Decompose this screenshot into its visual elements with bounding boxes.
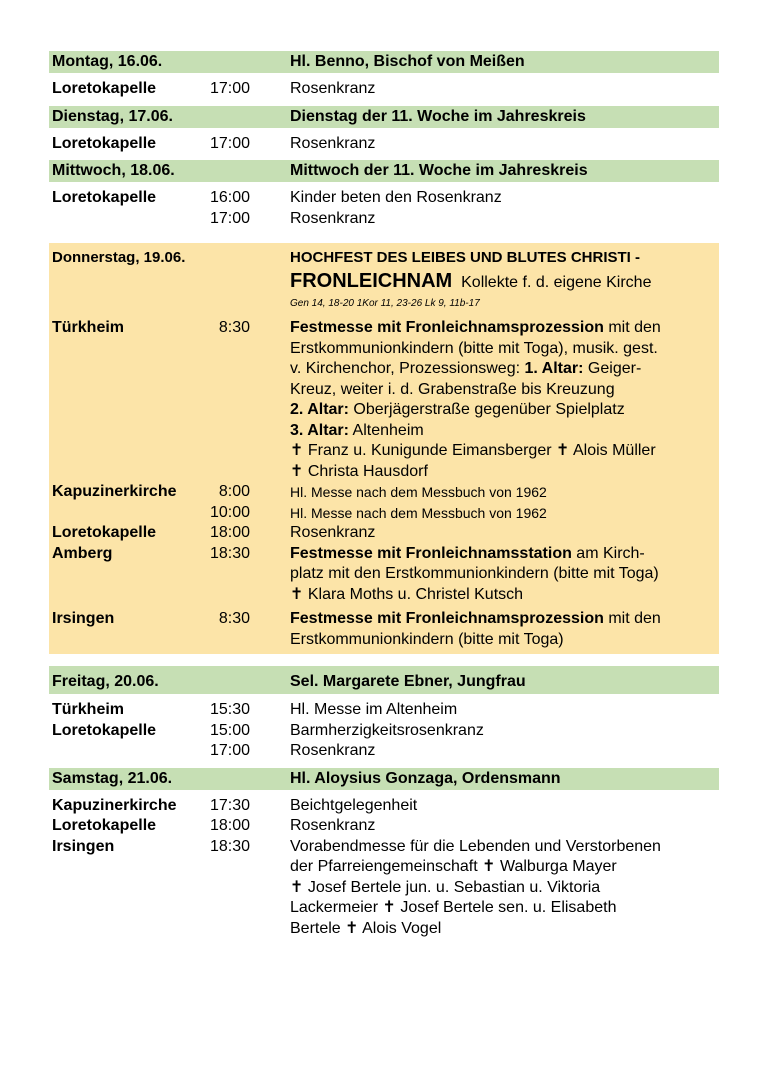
kollekte-note xyxy=(457,274,652,291)
time: 17:00 xyxy=(209,742,250,759)
event-text-part: Alois Vogel xyxy=(358,919,442,937)
schedule-row xyxy=(49,503,719,524)
schedule-row xyxy=(49,609,719,650)
day-header-friday xyxy=(49,666,719,694)
event-text-part: Alois Müller xyxy=(569,442,656,459)
location: Loretokapelle xyxy=(52,524,157,541)
day-date: Dienstag, 17.06. xyxy=(52,107,173,125)
time: 17:00 xyxy=(209,80,250,97)
schedule-page xyxy=(49,51,719,945)
location: Kapuzinerkirche xyxy=(52,796,177,814)
time: 18:00 xyxy=(209,524,250,541)
schedule-row xyxy=(49,188,719,209)
feast-title-line xyxy=(49,268,719,296)
altar-label: 2. Altar: xyxy=(290,401,349,418)
event-title: Festmesse mit Fronleichnamsstation xyxy=(290,544,572,562)
location: Irsingen xyxy=(52,837,115,855)
event-text: Rosenkranz xyxy=(290,524,376,541)
event-text-part: Franz u. Kunigunde Eimansberger xyxy=(303,442,556,459)
event-text: Beichtgelegenheit xyxy=(290,796,418,814)
event-text-part: Altenheim xyxy=(348,421,424,439)
event-text-part: Geiger- xyxy=(583,360,642,377)
cross-icon: ✝ xyxy=(556,442,570,459)
time: 16:00 xyxy=(209,189,250,206)
day-date: Samstag, 21.06. xyxy=(52,769,173,787)
day-date: Donnerstag, 19.06. xyxy=(52,249,186,266)
event-text: Rosenkranz xyxy=(290,134,376,152)
day-feast: Hl. Benno, Bischof von Meißen xyxy=(290,53,525,70)
schedule-row xyxy=(49,134,719,155)
event-text: Rosenkranz xyxy=(290,817,376,834)
location: Kapuzinerkirche xyxy=(52,483,177,500)
readings: Gen 14, 18-20 1Kor 11, 23-26 Lk 9, 11b-17 xyxy=(290,298,480,309)
event-text-part: mit den xyxy=(603,610,661,627)
location xyxy=(49,503,200,524)
time: 8:00 xyxy=(218,483,250,500)
kollekte-text: Kollekte f. d. eigene Kirche xyxy=(461,274,652,291)
event-text: Rosenkranz xyxy=(290,742,376,759)
event-text-line: Erstkommunionkindern (bitte mit Toga) xyxy=(290,630,564,648)
event-text-part: Bertele xyxy=(290,919,346,937)
location: Loretokapelle xyxy=(52,817,157,834)
event-text-line: Vorabendmesse für die Lebenden und Verstorbenen xyxy=(290,837,661,855)
cross-icon: ✝ xyxy=(290,442,304,459)
event-text-part: am Kirch- xyxy=(571,544,645,562)
day-date: Montag, 16.06. xyxy=(52,53,163,70)
event-text xyxy=(250,837,719,940)
day-date: Freitag, 20.06. xyxy=(52,673,159,690)
altar-label: 3. Altar: xyxy=(290,421,349,439)
cross-icon: ✝ xyxy=(290,878,304,896)
schedule-row xyxy=(49,796,719,817)
spacer xyxy=(49,654,719,666)
time: 8:30 xyxy=(218,610,250,627)
day-entries xyxy=(49,790,719,946)
event-text-part: Josef Bertele sen. u. Elisabeth xyxy=(395,899,617,916)
schedule-row xyxy=(49,741,719,762)
event-text: Kinder beten den Rosenkranz xyxy=(290,189,502,206)
location: Loretokapelle xyxy=(52,721,157,739)
day-entries xyxy=(49,128,719,161)
schedule-row xyxy=(49,79,719,100)
event-text-part: mit den xyxy=(603,319,661,336)
day-feast: Dienstag der 11. Woche im Jahreskreis xyxy=(290,107,586,125)
day-header-saturday xyxy=(49,768,719,790)
event-text: Rosenkranz xyxy=(290,80,376,97)
event-text-part: Christa Hausdorf xyxy=(303,462,428,480)
location: Loretokapelle xyxy=(52,134,157,152)
day-header-thursday xyxy=(49,248,719,268)
day-header-monday xyxy=(49,51,719,73)
time: 15:30 xyxy=(209,701,250,718)
event-text-line: Erstkommunionkindern (bitte mit Toga), musik. gest. xyxy=(290,339,658,357)
schedule-row xyxy=(49,523,719,544)
event-text-part: Walburga Mayer xyxy=(495,858,617,875)
schedule-row xyxy=(49,837,719,940)
day-entries xyxy=(49,694,719,768)
day-header-tuesday xyxy=(49,106,719,128)
day-feast: Mittwoch der 11. Woche im Jahreskreis xyxy=(290,162,588,179)
day-feast: Hl. Aloysius Gonzaga, Ordensmann xyxy=(290,769,561,787)
schedule-row xyxy=(49,482,719,503)
day-header-wednesday xyxy=(49,160,719,182)
event-text-line: platz mit den Erstkommunionkindern (bitte mit Toga) xyxy=(290,565,659,582)
event-title: Festmesse mit Fronleichnamsprozession xyxy=(290,319,604,336)
feast-big-title: FRONLEICHNAM xyxy=(290,270,453,292)
location: Irsingen xyxy=(52,610,115,627)
cross-icon: ✝ xyxy=(482,858,496,875)
event-text xyxy=(250,544,719,606)
event-text: Barmherzigkeitsrosenkranz xyxy=(290,721,484,739)
event-text: Hl. Messe nach dem Messbuch von 1962 xyxy=(290,504,547,521)
cross-icon: ✝ xyxy=(290,585,304,603)
day-entries xyxy=(49,182,719,235)
time: 18:30 xyxy=(209,544,250,562)
altar-label: 1. Altar: xyxy=(524,360,584,377)
time: 17:00 xyxy=(209,134,250,152)
schedule-row xyxy=(49,816,719,837)
time: 10:00 xyxy=(209,503,250,521)
schedule-row xyxy=(49,209,719,230)
event-text-part: Josef Bertele jun. u. Sebastian u. Viktoria xyxy=(303,878,601,896)
event-text-part: Lackermeier xyxy=(290,899,383,916)
day-feast: Sel. Margarete Ebner, Jungfrau xyxy=(290,673,526,690)
location: Türkheim xyxy=(52,319,125,336)
day-block-thursday-highlight xyxy=(49,243,719,654)
cross-icon: ✝ xyxy=(382,899,396,916)
time: 18:00 xyxy=(209,817,250,834)
schedule-row xyxy=(49,700,719,721)
event-text-part: Klara Moths u. Christel Kutsch xyxy=(303,585,524,603)
day-date: Mittwoch, 18.06. xyxy=(52,162,175,179)
time: 8:30 xyxy=(218,319,250,336)
cross-icon: ✝ xyxy=(345,919,359,937)
location: Loretokapelle xyxy=(52,80,157,97)
schedule-row xyxy=(49,721,719,742)
event-text-part: v. Kirchenchor, Prozessionsweg: xyxy=(290,360,525,377)
schedule-row xyxy=(49,318,719,482)
day-feast: HOCHFEST DES LEIBES UND BLUTES CHRISTI - xyxy=(290,249,641,266)
event-text-part: Oberjägerstraße gegenüber Spielplatz xyxy=(348,401,625,418)
location: Loretokapelle xyxy=(52,189,157,206)
location: Türkheim xyxy=(52,701,125,718)
event-text: Hl. Messe nach dem Messbuch von 1962 xyxy=(290,484,547,500)
event-text-line: Kreuz, weiter i. d. Grabenstraße bis Kreuzung xyxy=(290,380,615,398)
location xyxy=(49,741,200,762)
event-text xyxy=(250,318,719,482)
time: 17:00 xyxy=(209,209,250,227)
time: 18:30 xyxy=(209,837,250,855)
schedule-row xyxy=(49,544,719,606)
event-text xyxy=(250,609,719,650)
event-text-part: der Pfarreiengemeinschaft xyxy=(290,858,483,875)
location: Amberg xyxy=(52,544,113,562)
location xyxy=(49,209,200,230)
event-title: Festmesse mit Fronleichnamsprozession xyxy=(290,610,604,627)
cross-icon: ✝ xyxy=(290,462,304,480)
event-text: Rosenkranz xyxy=(290,209,376,227)
time: 15:00 xyxy=(209,721,250,739)
day-entries xyxy=(49,73,719,106)
event-text: Hl. Messe im Altenheim xyxy=(290,701,458,718)
time: 17:30 xyxy=(209,796,250,814)
